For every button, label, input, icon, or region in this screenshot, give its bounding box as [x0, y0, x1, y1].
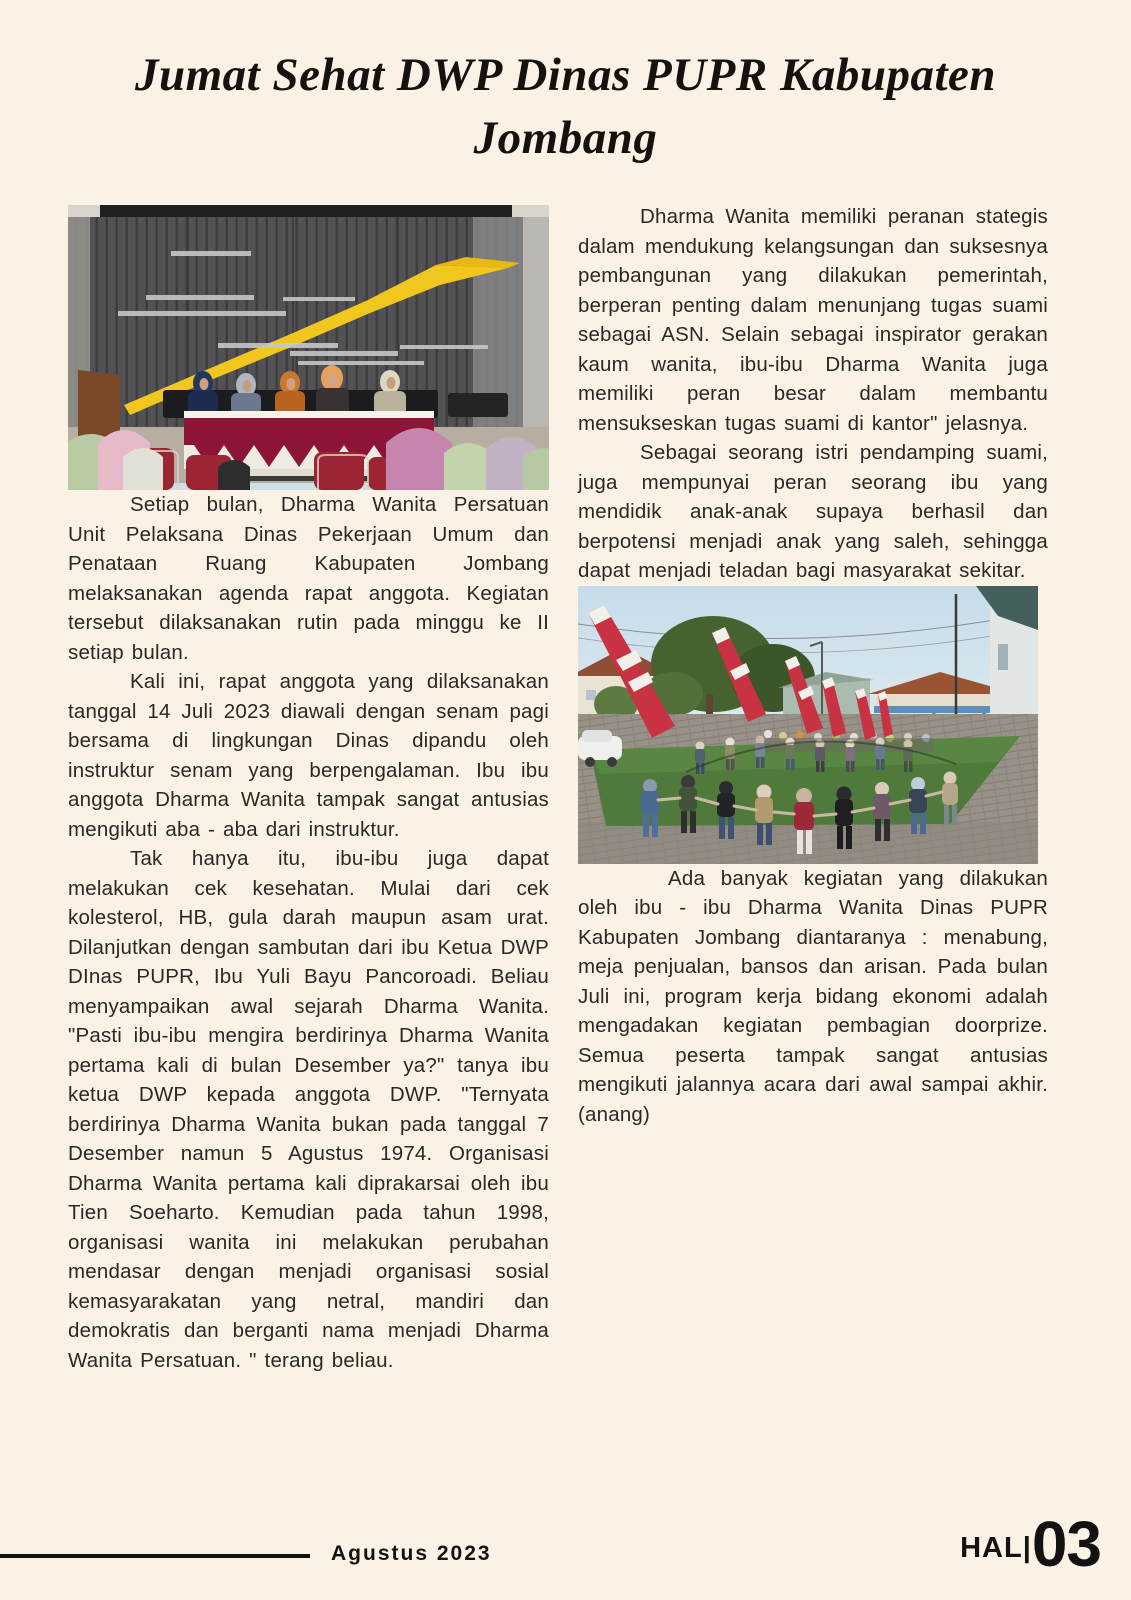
page-number-value: 03: [1031, 1508, 1101, 1580]
paragraph: Sebagai seorang istri pendamping suami, juga mempunyai peran seorang ibu yang mendidik anak-anak supaya berhasil dan berpotensi menjadi anak yang saleh, sehingga dapat menjadi teladan bagi masyarakat sekitar.: [578, 441, 1048, 582]
page-label: HAL|: [960, 1532, 1032, 1565]
title-line-2: Jombang: [473, 112, 658, 165]
paragraph: Ada banyak kegiatan yang dilakukan oleh ibu - ibu Dharma Wanita Dinas PUPR Kabupaten Jombang diantaranya : menabung, meja penjualan, bansos dan arisan. Pada bulan Juli ini, program kerja bidang ekonomi adalah mengadakan kegiatan pembagian doorprize. Semua peserta tampak sangat antusias mengikuti jalannya acara dari awal sampai akhir. (anang): [578, 866, 1048, 1126]
paragraph: Dharma Wanita memiliki peranan stategis dalam mendukung kelangsungan dan suksesnya pembangunan yang dilakukan pemerintah, berperan penting dalam menunjang tugas suami sebagai ASN. Selain sebagai inspirator gerakan kaum wanita, ibu-ibu Dharma Wanita juga memiliki peran besar dalam membantu mensukseskan tugas suami di kantor" jelasnya.: [578, 205, 1048, 435]
meeting-room-photo: [68, 205, 549, 490]
footer-date: Agustus 2023: [331, 1542, 492, 1565]
footer-rule: [0, 1554, 310, 1558]
paragraph: Tak hanya itu, ibu-ibu juga dapat melakukan cek kesehatan. Mulai dari cek kolesterol, HB, gula darah maupun asam urat. Dilanjutkan dengan sambutan dari ibu Ketua DWP DInas PUPR, Ibu Yuli Bayu Pancoroadi. Beliau menyampaikan awal sejarah Dharma Wanita. "Pasti ibu-ibu mengira berdirinya Dharma Wanita pertama kali di bulan Desember ya?" tanya ibu ketua DWP kepada anggota DWP. "Ternyata berdirinya Dharma Wanita bukan pada tanggal 7 Desember namun 5 Agustus 1974. Organisasi Dharma Wanita pertama kali diprakarsai oleh ibu Tien Soeharto. Kemudian pada tahun 1998, organisasi wanita ini melakukan perubahan mendasar dengan menjadi organisasi sosial kemasyarakatan yang netral, mandiri dan demokratis dan berganti nama menjadi Dharma Wanita Persatuan. " terang beliau.: [68, 847, 549, 1372]
page-title: [0, 44, 1131, 171]
right-column: [578, 202, 1048, 1129]
page-number: [960, 1508, 1101, 1580]
left-column: [68, 205, 549, 1375]
exercise-field-photo: [578, 586, 1048, 864]
paragraph: Kali ini, rapat anggota yang dilaksanakan tanggal 14 Juli 2023 diawali dengan senam pagi bersama di lingkungan Dinas dipandu oleh instruktur senam yang berpengalaman. Ibu ibu anggota Dharma Wanita tampak sangat antusias mengikuti aba - aba dari instruktur.: [68, 670, 549, 841]
paragraph: Setiap bulan, Dharma Wanita Persatuan Unit Pelaksana Dinas Pekerjaan Umum dan Penataan Ruang Kabupaten Jombang melaksanakan agenda rapat anggota. Kegiatan tersebut dilaksanakan rutin pada minggu ke II setiap bulan.: [68, 493, 549, 664]
title-line-1: Jumat Sehat DWP Dinas PUPR Kabupaten: [134, 49, 997, 101]
